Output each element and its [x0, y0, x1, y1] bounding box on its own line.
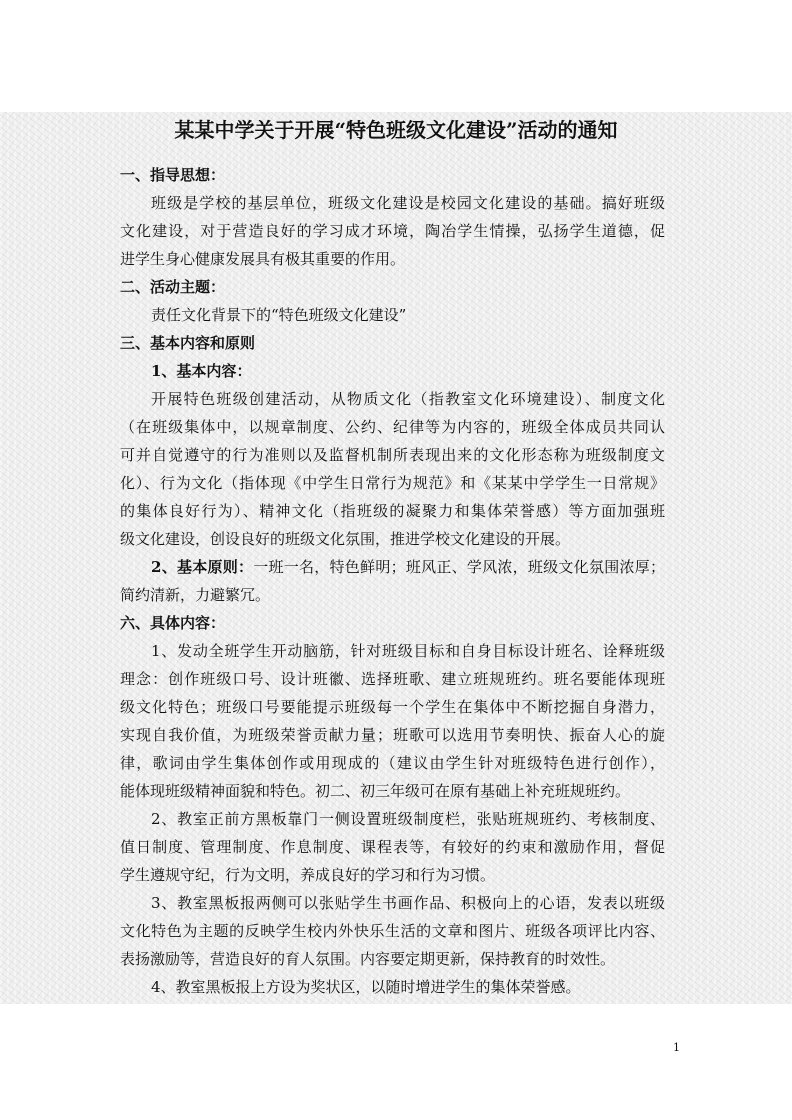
section-heading-specific-content: 六、具体内容：	[120, 614, 226, 632]
paragraph-line: 可并自觉遵守的行为准则以及监督机制所表现出来的文化形态称为班级制度文	[120, 446, 665, 464]
paragraph-line: 律，歌词由学生集体创作或用现成的（建议由学生针对班级特色进行创作），	[120, 754, 665, 772]
section-heading-guiding-idea: 一、指导思想：	[120, 166, 226, 184]
subheading-basic-content: 1、基本内容：	[151, 362, 252, 380]
page-number: 1	[673, 1041, 680, 1054]
paragraph-line: 值日制度、管理制度、作息制度、课程表等，有较好的约束和激励作用，督促	[120, 838, 665, 856]
paragraph-line: 级文化建设，创设良好的班级文化氛围，推进学校文化建设的开展。	[120, 530, 571, 548]
paragraph-line: 4、教室黑板报上方设为奖状区，以随时增进学生的集体荣誉感。	[151, 978, 581, 996]
paragraph-line: 进学生身心健康发展具有极其重要的作用。	[120, 250, 406, 268]
section-heading-theme: 二、活动主题：	[120, 278, 226, 296]
paragraph-line: 理念：创作班级口号、设计班徽、选择班歌、建立班规班约。班名要能体现班	[120, 670, 665, 688]
paragraph-line: 的集体良好行为）、精神文化（指班级的凝聚力和集体荣誉感）等方面加强班	[120, 502, 665, 520]
paragraph-line: 文化建设，对于营造良好的学习成才环境，陶冶学生情操，弘扬学生道德，促	[120, 222, 665, 240]
paragraph-line: 2、教室正前方黑板靠门一侧设置班级制度栏，张贴班规班约、考核制度、	[151, 810, 665, 828]
paragraph-line: 简约清新，力避繁冗。	[120, 586, 271, 604]
paragraph-line: （在班级集体中，以规章制度、公约、纪律等为内容的，班级全体成员共同认	[120, 418, 665, 436]
paragraph-line: 实现自我价值，为班级荣誉贡献力量；班歌可以选用节奏明快、振奋人心的旋	[120, 726, 665, 744]
paragraph-line: 学生遵规守纪，行为文明，养成良好的学习和行为习惯。	[120, 866, 496, 884]
paragraph-line: 级文化特色；班级口号要能提示班级每一个学生在集体中不断挖掘自身潜力，	[120, 698, 665, 716]
paragraph-line: 责任文化背景下的“特色班级文化建设”	[151, 306, 407, 324]
paragraph-line: 文化特色为主题的反映学生校内外快乐生活的文章和图片、班级各项评比内容、	[120, 922, 665, 940]
basic-principles-text: 一班一名，特色鲜明；班风正、学风浓，班级文化氛围浓厚；	[253, 558, 665, 576]
basic-principles-line	[151, 556, 665, 578]
section-heading-content-principles: 三、基本内容和原则	[120, 334, 256, 352]
subheading-basic-principles: 2、基本原则：	[151, 558, 254, 576]
paragraph-line: 3、教室黑板报两侧可以张贴学生书画作品、积极向上的心语，发表以班级	[151, 894, 665, 912]
paragraph-line: 1、发动全班学生开动脑筋，针对班级目标和自身目标设计班名、诠释班级	[151, 642, 665, 660]
paragraph-line: 能体现班级精神面貌和特色。初二、初三年级可在原有基础上补充班规班约。	[120, 782, 631, 800]
document-title: 某某中学关于开展“特色班级文化建设”活动的通知	[174, 118, 618, 142]
paragraph-line: 表扬激励等，营造良好的育人氛围。内容要定期更新，保持教育的时效性。	[120, 950, 616, 968]
paragraph-line: 班级是学校的基层单位，班级文化建设是校园文化建设的基础。搞好班级	[151, 194, 665, 212]
paragraph-line: 化）、行为文化（指体现《中学生日常行为规范》和《某某中学学生一日常规》	[120, 474, 665, 492]
paragraph-line: 开展特色班级创建活动，从物质文化（指教室文化环境建设）、制度文化	[151, 390, 665, 408]
